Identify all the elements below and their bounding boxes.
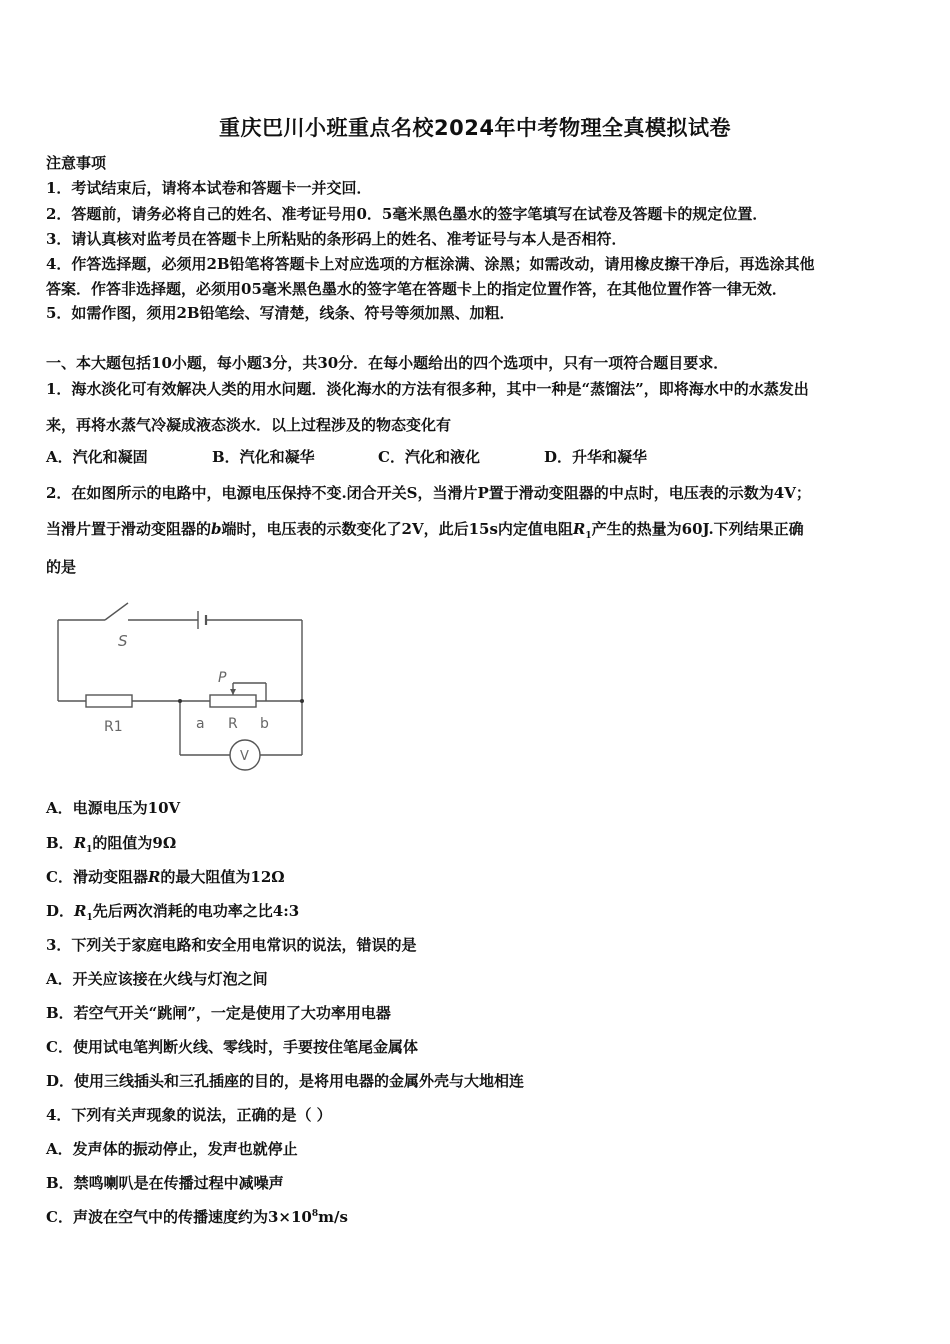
- q1-option-b: B．汽化和凝华: [212, 448, 315, 466]
- q4-stem: 4．下列有关声现象的说法，正确的是（ ）: [46, 1106, 332, 1124]
- switch-blade: [105, 603, 128, 620]
- q2-stem-line3: 的是: [46, 558, 77, 576]
- junction-dot: [300, 699, 304, 703]
- q2-option-b: B．$R_1$的阻值为9Ω: [46, 834, 177, 855]
- note-item: 4．作答选择题，必须用2B铅笔将答题卡上对应选项的方框涂满、涂黑；如需改动，请用橡皮擦干净后，再选涂其他: [46, 255, 815, 273]
- label-v: V: [240, 749, 249, 764]
- resistor-r1: [86, 695, 132, 707]
- q4-option-a: A．发声体的振动停止，发声也就停止: [46, 1140, 298, 1158]
- q3-option-b: B．若空气开关“跳闸”，一定是使用了大功率用电器: [46, 1004, 391, 1022]
- rheostat-r: [210, 695, 256, 707]
- q2-stem-line1: 2．在如图所示的电路中，电源电压保持不变.闭合开关S，当滑片P置于滑动变阻器的中点时，电压表的示数为4V；: [46, 484, 811, 502]
- note-item: 答案．作答非选择题，必须用05毫米黑色墨水的签字笔在答题卡上的指定位置作答，在其他位置作答一律无效．: [46, 280, 787, 298]
- q4-option-c: C．声波在空气中的传播速度约为$3\times 10^8m/s$: [46, 1208, 348, 1226]
- note-item: 1．考试结束后，请将本试卷和答题卡一并交回．: [46, 179, 372, 197]
- q1-option-a: A．汽化和凝固: [46, 448, 148, 466]
- note-item: 5．如需作图，须用2B铅笔绘、写清楚，线条、符号等须加黑、加粗．: [46, 304, 515, 322]
- q2-option-a: A．电源电压为10V: [46, 799, 181, 817]
- label-p: P: [218, 670, 227, 686]
- q1-option-d: D．升华和凝华: [544, 448, 648, 466]
- q3-stem: 3．下列关于家庭电路和安全用电常识的说法，错误的是: [46, 936, 417, 954]
- q2-stem-line2: 当滑片置于滑动变阻器的b端时，电压表的示数变化了2V，此后15s内定值电阻$R_1$产生的热量为60J.下列结果正确: [46, 520, 804, 541]
- note-item: 3．请认真核对监考员在答题卡上所粘贴的条形码上的姓名、准考证号与本人是否相符．: [46, 230, 627, 248]
- label-r1: R1: [104, 719, 123, 735]
- section-heading: 一、本大题包括10小题，每小题3分，共30分．在每小题给出的四个选项中，只有一项符合题目要求．: [46, 354, 729, 372]
- q2-option-c: C．滑动变阻器R的最大阻值为12Ω: [46, 868, 285, 886]
- q1-options: [46, 446, 647, 467]
- label-r: R: [228, 716, 238, 732]
- note-item: 2．答题前，请务必将自己的姓名、准考证号用0．5毫米黑色墨水的签字笔填写在试卷及答题卡的规定位置．: [46, 205, 768, 223]
- q1-stem-line1: 1．海水淡化可有效解决人类的用水问题．淡化海水的方法有很多种，其中一种是“蒸馏法”，即将海水中的水蒸发出: [46, 380, 809, 398]
- q1-option-c: C．汽化和液化: [378, 448, 480, 466]
- page-title: 重庆巴川小班重点名校2024年中考物理全真模拟试卷: [219, 116, 731, 140]
- q4-option-b: B．禁鸣喇叭是在传播过程中减噪声: [46, 1174, 284, 1192]
- label-s: S: [118, 632, 128, 650]
- q3-option-c: C．使用试电笔判断火线、零线时，手要按住笔尾金属体: [46, 1038, 418, 1056]
- circuit-diagram: [50, 595, 312, 777]
- q1-stem-line2: 来，再将水蒸气冷凝成液态淡水．以上过程涉及的物态变化有: [46, 416, 452, 434]
- q2-option-d: D．$R_1$先后两次消耗的电功率之比4:3: [46, 902, 300, 923]
- label-b: b: [260, 716, 269, 732]
- q3-option-d: D．使用三线插头和三孔插座的目的，是将用电器的金属外壳与大地相连: [46, 1072, 525, 1090]
- q3-option-a: A．开关应该接在火线与灯泡之间: [46, 970, 268, 988]
- label-a: a: [196, 716, 205, 732]
- junction-dot: [178, 699, 182, 703]
- slider-arrow: [230, 689, 236, 695]
- notes-heading: 注意事项: [46, 154, 107, 172]
